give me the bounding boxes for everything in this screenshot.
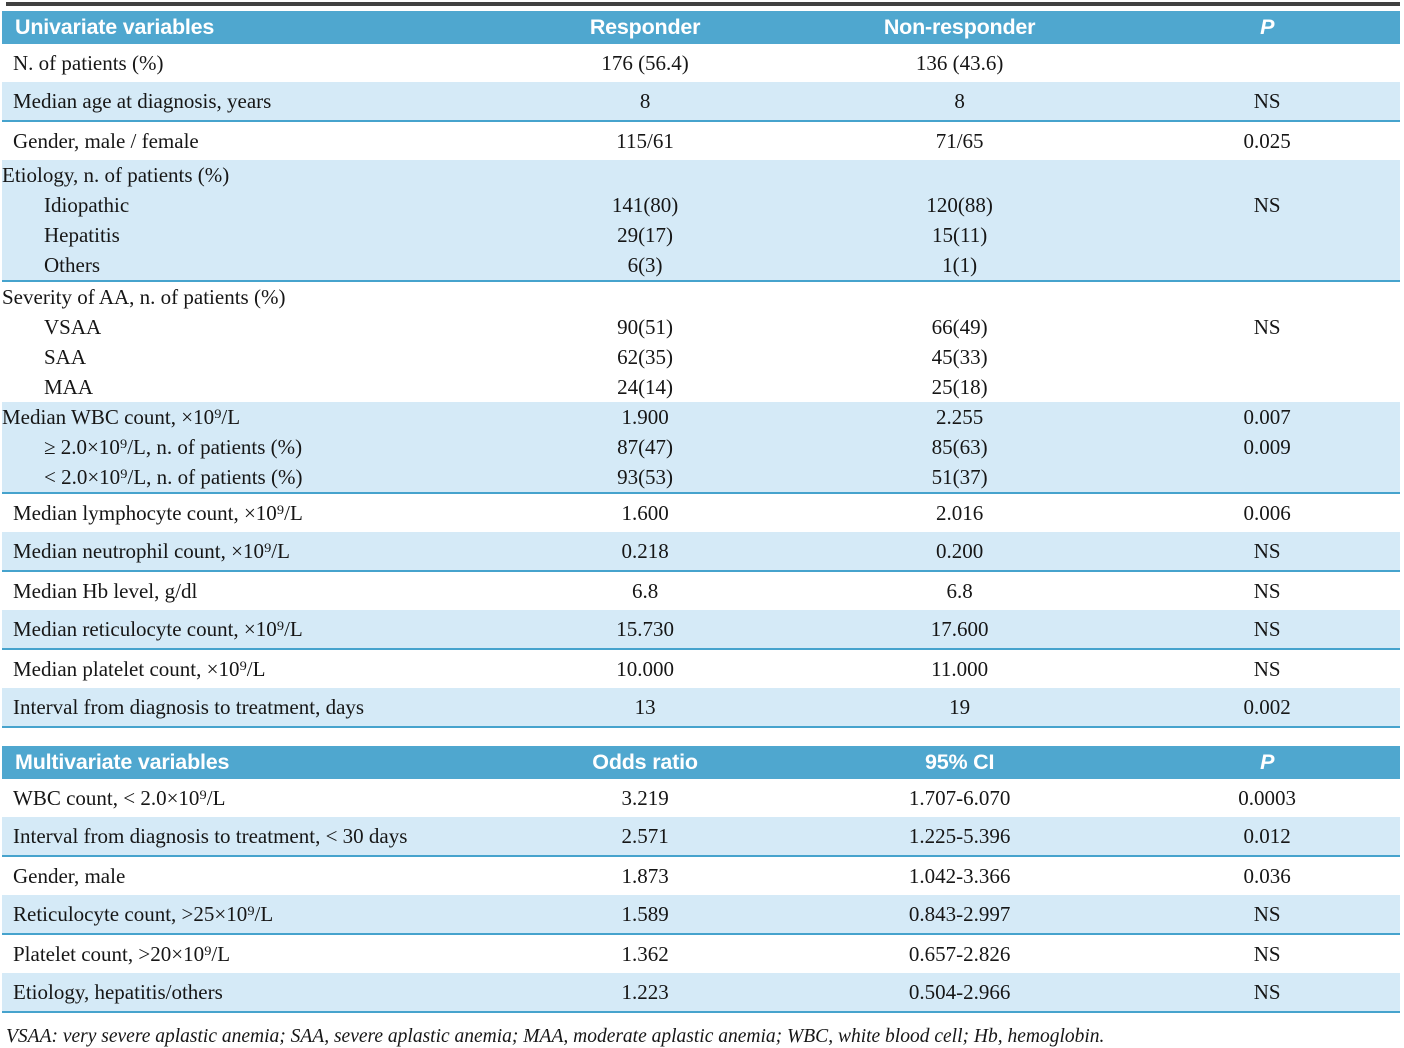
row-value-v2: 19 [785,688,1135,727]
row-value-v1: 13 [505,688,785,727]
row-value-v1: 3.219 [621,786,669,810]
row-value-v2: 120(88) [785,190,1135,220]
row-label: Median reticulocyte count, ×10⁹/L [2,610,505,649]
row-value-v2: 6.8 [946,579,973,603]
table-row [2,160,1400,190]
row-value-v2: 0.843-2.997 [785,895,1135,934]
row-value-v1: 141(80) [505,190,785,220]
row-value-p: 0.009 [1134,432,1400,462]
table-row [2,190,1400,220]
multivariate-table [2,746,1400,1013]
univariate-header-p: P [1134,11,1400,44]
row-value-p: 0.007 [1134,402,1400,432]
row-value-v1: 1.873 [621,864,669,888]
row-value-p: NS [1134,82,1400,121]
row-value-v2: 8 [785,82,1135,121]
row-value-v1: 6(3) [505,250,785,281]
row-value-p: NS [1134,532,1400,571]
row-value-p [1134,372,1400,402]
row-value-v1: 93(53) [505,462,785,493]
row-value-v1: 1.589 [505,895,785,934]
row-label: Gender, male / female [13,129,199,153]
row-value-p: NS [1253,315,1281,339]
univariate-header-nonresponder: Non-responder [785,11,1135,44]
row-value-v2: 85(63) [785,432,1135,462]
table-row [2,281,1400,312]
table-row [2,817,1400,856]
row-value-v2: 45(33) [931,345,988,369]
table-row [2,372,1400,402]
row-value-v2: 1.042-3.366 [908,864,1011,888]
row-value-v2: 1(1) [785,250,1135,281]
table-footnote: VSAA: very severe aplastic anemia; SAA, severe aplastic anemia; MAA, moderate aplastic anemia; WBC, white blood cell; Hb, hemoglobin. [6,1026,1105,1047]
table-row [2,856,1400,895]
row-value-p [1134,160,1400,190]
row-label: Interval from diagnosis to treatment, < 30 days [2,817,505,856]
row-value-p [1134,250,1400,281]
row-value-v1 [505,160,785,190]
row-value-v2: 71/65 [935,129,984,153]
row-label: Median Hb level, g/dl [13,579,198,603]
row-value-v1: 87(47) [505,432,785,462]
table-row [2,934,1400,973]
table-row [2,82,1400,121]
row-value-v2: 51(37) [785,462,1135,493]
row-label: Interval from diagnosis to treatment, days [2,688,505,727]
row-value-v2: 0.504-2.966 [785,973,1135,1012]
row-label: Median platelet count, ×10⁹/L [13,657,266,681]
table-row [2,312,1400,342]
multivariate-header-label: Multivariate variables [2,746,505,779]
row-label: Etiology, n. of patients (%) [2,160,505,190]
row-value-p: 0.036 [1243,864,1291,888]
table-row [2,250,1400,281]
row-value-v2: 0.657-2.826 [908,942,1011,966]
row-label: Hepatitis [2,220,505,250]
row-label: Median neutrophil count, ×10⁹/L [2,532,505,571]
row-value-p [1134,281,1400,312]
row-label: VSAA [44,315,102,339]
row-label: Etiology, hepatitis/others [2,973,505,1012]
row-value-p: 0.006 [1243,501,1291,525]
row-value-v1: 62(35) [617,345,674,369]
row-value-v1: 90(51) [617,315,674,339]
multivariate-header-p: P [1134,746,1400,779]
univariate-header-responder: Responder [505,11,785,44]
table-row [2,571,1400,610]
row-label: Severity of AA, n. of patients (%) [2,285,286,309]
row-value-p: 0.002 [1134,688,1400,727]
univariate-table [2,11,1400,728]
row-value-v2: 11.000 [931,657,989,681]
row-value-v2: 17.600 [785,610,1135,649]
row-label: < 2.0×10⁹/L, n. of patients (%) [2,462,505,493]
table-row [2,121,1400,160]
top-rule-divider [6,2,1400,6]
row-value-v2: 2.016 [935,501,984,525]
row-value-v1: 1.900 [505,402,785,432]
row-value-v1: 6.8 [631,579,659,603]
row-label: Idiopathic [2,190,505,220]
table-row [2,44,1400,82]
row-value-v1: 1.362 [621,942,669,966]
row-label: Median lymphocyte count, ×10⁹/L [13,501,303,525]
row-value-p: NS [1253,657,1281,681]
row-label: Platelet count, >20×10⁹/L [13,942,231,966]
paper-table-figure [0,2,1404,1047]
multivariate-header-oddsratio: Odds ratio [505,746,785,779]
row-value-v1: 1.600 [621,501,669,525]
row-value-p [1134,220,1400,250]
row-value-p [1134,44,1400,82]
row-value-v1: 0.218 [505,532,785,571]
row-label: Gender, male [13,864,126,888]
row-value-v2: 25(18) [931,375,988,399]
table-row [2,688,1400,727]
row-value-p: NS [1253,942,1281,966]
row-value-v2: 66(49) [931,315,988,339]
table-row [2,649,1400,688]
row-value-v2: 1.707-6.070 [908,786,1011,810]
row-value-v1: 176 (56.4) [601,51,689,75]
table-row [2,610,1400,649]
row-value-v1: 24(14) [617,375,674,399]
row-value-v2: 2.255 [785,402,1135,432]
row-value-v1: 29(17) [505,220,785,250]
table-row [2,895,1400,934]
row-label: Median WBC count, ×10⁹/L [2,402,505,432]
univariate-header-label: Univariate variables [2,11,505,44]
row-value-v1: 10.000 [616,657,674,681]
row-value-p: 0.0003 [1238,786,1297,810]
row-value-p: 0.012 [1134,817,1400,856]
row-label: Median age at diagnosis, years [2,82,505,121]
row-label: Reticulocyte count, >25×10⁹/L [2,895,505,934]
row-value-p: NS [1134,895,1400,934]
table-row [2,432,1400,462]
row-label: WBC count, < 2.0×10⁹/L [13,786,226,810]
row-label: N. of patients (%) [13,51,164,75]
univariate-header-row [2,11,1400,44]
row-value-v1: 15.730 [505,610,785,649]
row-value-v2: 15(11) [785,220,1135,250]
row-value-v1 [505,281,785,312]
row-value-v2 [785,281,1135,312]
row-value-v1: 2.571 [505,817,785,856]
row-value-p: 0.025 [1243,129,1291,153]
row-label: ≥ 2.0×10⁹/L, n. of patients (%) [2,432,505,462]
row-value-v2: 1.225-5.396 [785,817,1135,856]
table-row [2,779,1400,817]
row-label: MAA [44,375,94,399]
row-value-p [1134,342,1400,372]
row-value-v2: 0.200 [785,532,1135,571]
row-value-p: NS [1134,610,1400,649]
table-row [2,220,1400,250]
table-row [2,493,1400,532]
row-value-p: NS [1134,190,1400,220]
row-value-p: NS [1253,579,1281,603]
table-row [2,342,1400,372]
row-value-v1: 8 [505,82,785,121]
row-value-v1: 1.223 [505,973,785,1012]
table-row [2,462,1400,493]
row-value-p [1134,462,1400,493]
multivariate-header-row [2,746,1400,779]
multivariate-header-ci: 95% CI [785,746,1135,779]
row-value-p: NS [1134,973,1400,1012]
row-value-v1: 115/61 [616,129,674,153]
table-row [2,532,1400,571]
row-value-v2 [785,160,1135,190]
row-label: Others [2,250,505,281]
table-row [2,402,1400,432]
row-label: SAA [44,345,87,369]
row-value-v2: 136 (43.6) [915,51,1004,75]
table-row [2,973,1400,1012]
